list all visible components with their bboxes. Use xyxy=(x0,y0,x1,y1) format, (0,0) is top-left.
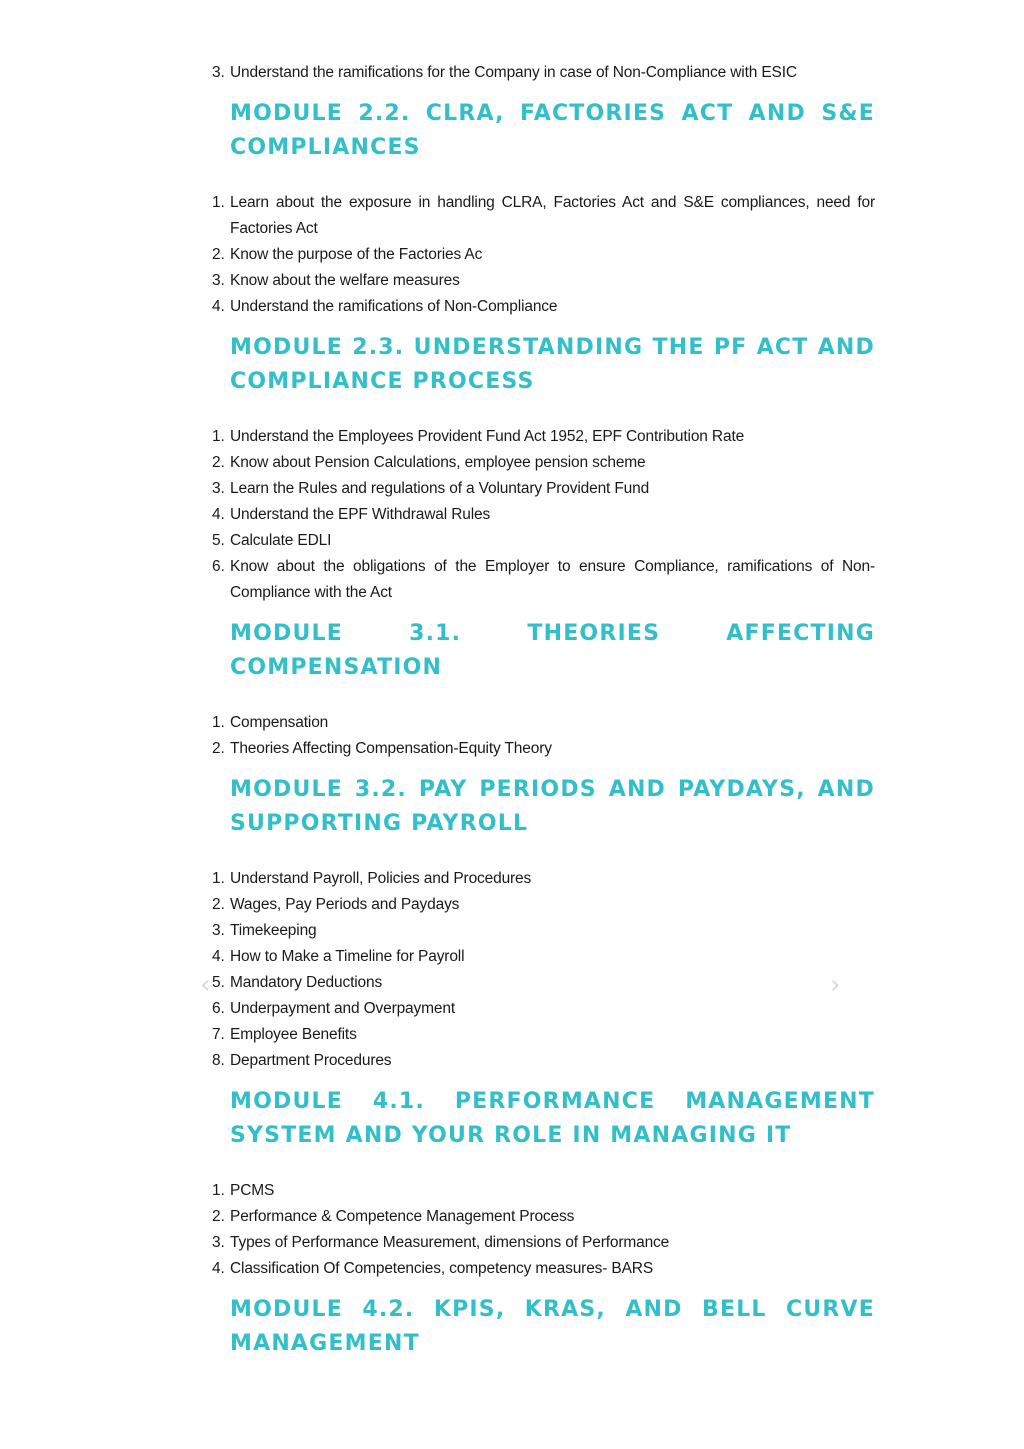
item-text: Calculate EDLI xyxy=(230,532,332,549)
item-number: 5. xyxy=(212,532,225,549)
item-number: 1. xyxy=(212,870,225,887)
module-heading: MODULE 4.1. PERFORMANCE MANAGEMENT SYSTEM AND YOUR ROLE IN MANAGING IT xyxy=(230,1089,875,1148)
item-number: 4. xyxy=(212,506,225,523)
list-item xyxy=(212,1178,875,1204)
item-number: 1. xyxy=(212,1182,225,1199)
item-list xyxy=(212,1178,875,1282)
item-text: PCMS xyxy=(230,1182,275,1199)
item-number: 4. xyxy=(212,1260,225,1277)
item-text: Understand the ramifications of Non-Compliance xyxy=(230,298,558,315)
item-number: 3. xyxy=(212,64,225,81)
item-list xyxy=(212,60,875,86)
item-text: Know the purpose of the Factories Ac xyxy=(230,246,483,263)
list-item xyxy=(212,554,875,606)
item-text: Know about Pension Calculations, employee pension scheme xyxy=(230,454,646,471)
item-number: 1. xyxy=(212,428,225,445)
module-heading: MODULE 2.2. CLRA, FACTORIES ACT AND S&E COMPLIANCES xyxy=(230,101,875,160)
item-number: 3. xyxy=(212,1234,225,1251)
item-text: Know about the obligations of the Employer to ensure Compliance, ramifications of Non-Compliance with the Act xyxy=(230,558,875,601)
module-heading: MODULE 2.3. UNDERSTANDING THE PF ACT AND COMPLIANCE PROCESS xyxy=(230,335,875,394)
list-item xyxy=(212,970,875,1000)
chevron-left-icon[interactable]: ‹ xyxy=(200,970,211,1000)
item-number: 2. xyxy=(212,740,225,757)
list-item xyxy=(212,60,875,86)
item-number: 6. xyxy=(212,558,225,575)
chevron-right-icon[interactable]: › xyxy=(830,970,841,1000)
list-item xyxy=(212,944,875,970)
item-number: 1. xyxy=(212,194,225,211)
list-item xyxy=(212,450,875,476)
list-item xyxy=(212,424,875,450)
item-text: Theories Affecting Compensation-Equity Theory xyxy=(230,740,552,757)
item-text: Understand the Employees Provident Fund Act 1952, EPF Contribution Rate xyxy=(230,428,745,445)
item-number: 2. xyxy=(212,454,225,471)
item-list xyxy=(212,424,875,606)
module-heading: MODULE 4.2. KPIS, KRAS, AND BELL CURVE MANAGEMENT xyxy=(230,1297,875,1356)
item-number: 1. xyxy=(212,714,225,731)
item-number: 8. xyxy=(212,1052,225,1069)
item-list xyxy=(212,866,875,1074)
item-number: 4. xyxy=(212,948,225,965)
item-number: 5. xyxy=(212,974,225,991)
list-item xyxy=(212,1022,875,1048)
list-item xyxy=(212,918,875,944)
item-text: Understand the ramifications for the Company in case of Non-Compliance with ESIC xyxy=(230,64,797,81)
list-item xyxy=(212,710,875,736)
item-text: Compensation xyxy=(230,714,329,731)
item-text: Understand the EPF Withdrawal Rules xyxy=(230,506,491,523)
item-number: 2. xyxy=(212,896,225,913)
item-number: 4. xyxy=(212,298,225,315)
list-item xyxy=(212,1204,875,1230)
item-text: Employee Benefits xyxy=(230,1026,357,1043)
item-text: Learn about the exposure in handling CLRA, Factories Act and S&E compliances, need for Factories Act xyxy=(230,194,875,237)
list-item xyxy=(212,892,875,918)
list-item xyxy=(212,294,875,320)
item-number: 3. xyxy=(212,480,225,497)
item-text: Underpayment and Overpayment xyxy=(230,1000,455,1017)
item-number: 2. xyxy=(212,246,225,263)
list-item xyxy=(212,1230,875,1256)
item-number: 3. xyxy=(212,922,225,939)
item-list xyxy=(212,710,875,762)
list-item xyxy=(212,502,875,528)
list-item xyxy=(212,866,875,892)
item-text: Wages, Pay Periods and Paydays xyxy=(230,896,460,913)
list-item xyxy=(212,1048,875,1074)
item-number: 6. xyxy=(212,1000,225,1017)
list-item xyxy=(212,242,875,268)
item-text: Department Procedures xyxy=(230,1052,392,1069)
module-heading: MODULE 3.1. THEORIES AFFECTING COMPENSATION xyxy=(230,621,875,680)
list-item xyxy=(212,528,875,554)
item-text: How to Make a Timeline for Payroll xyxy=(230,948,465,965)
list-item xyxy=(212,1256,875,1282)
list-item xyxy=(212,736,875,762)
item-text: Performance & Competence Management Process xyxy=(230,1208,575,1225)
list-item xyxy=(212,268,875,294)
document-content xyxy=(212,60,875,1386)
list-item xyxy=(212,190,875,242)
list-item xyxy=(212,996,875,1022)
item-number: 3. xyxy=(212,272,225,289)
item-text: Know about the welfare measures xyxy=(230,272,460,289)
list-item xyxy=(212,476,875,502)
item-text: Understand Payroll, Policies and Procedures xyxy=(230,870,532,887)
item-number: 2. xyxy=(212,1208,225,1225)
item-text: Classification Of Competencies, competency measures- BARS xyxy=(230,1260,654,1277)
module-heading: MODULE 3.2. PAY PERIODS AND PAYDAYS, AND SUPPORTING PAYROLL xyxy=(230,777,875,836)
item-text: Types of Performance Measurement, dimensions of Performance xyxy=(230,1234,670,1251)
item-text: Learn the Rules and regulations of a Voluntary Provident Fund xyxy=(230,480,650,497)
item-number: 7. xyxy=(212,1026,225,1043)
item-list xyxy=(212,190,875,320)
item-text: Timekeeping xyxy=(230,922,317,939)
item-text: Mandatory Deductions xyxy=(230,974,383,991)
